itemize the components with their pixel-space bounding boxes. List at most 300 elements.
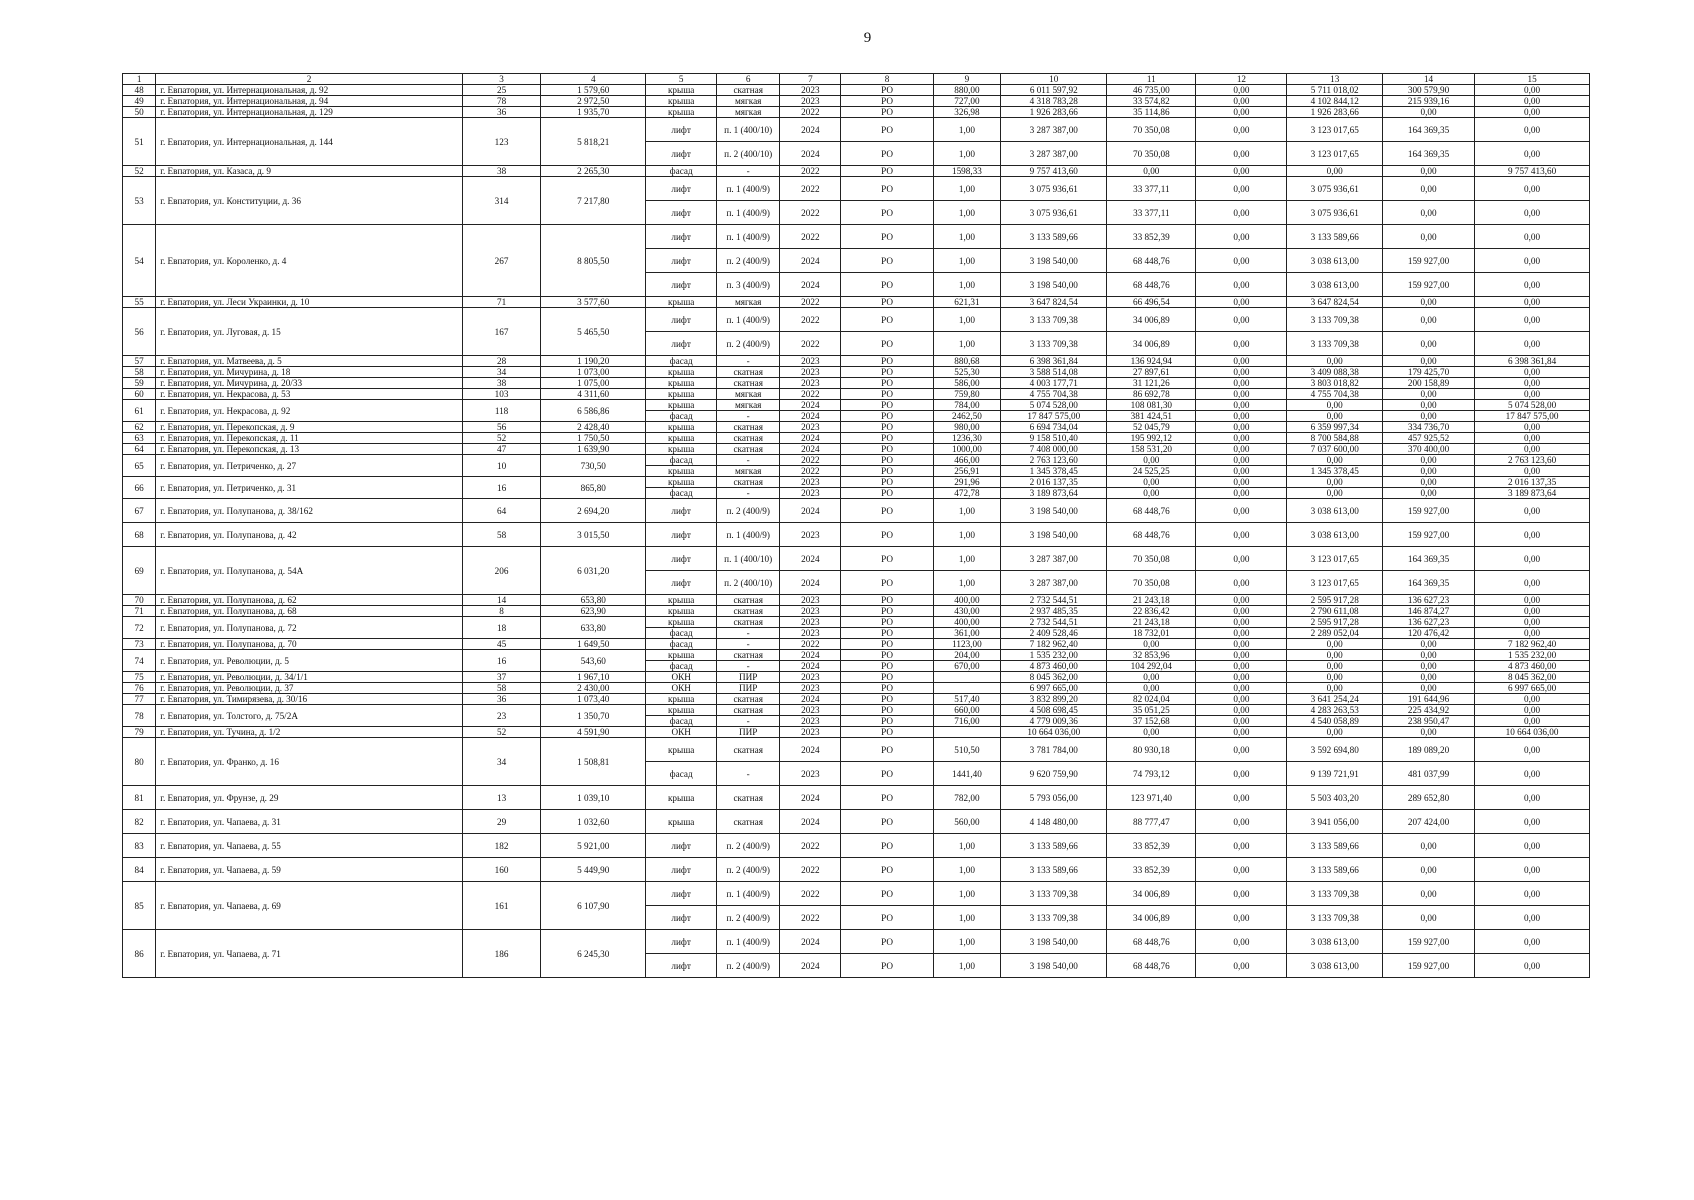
federal-funds-cell: 0,00 xyxy=(1196,595,1287,606)
table-row xyxy=(123,727,1590,738)
address-cell: г. Евпатория, ул. Полупанова, д. 68 xyxy=(156,606,463,617)
table-row xyxy=(123,930,1590,954)
type-cell: ПИР xyxy=(717,727,780,738)
year-cell: 2024 xyxy=(780,411,841,422)
fund-funds-cell: 3 133 709,38 xyxy=(1287,332,1382,356)
regional-funds-cell: 0,00 xyxy=(1382,672,1474,683)
element-cell: крыша xyxy=(646,694,717,705)
source-cell: РО xyxy=(841,954,933,978)
table-row xyxy=(123,499,1590,523)
address-cell: г. Евпатория, ул. Некрасова, д. 53 xyxy=(156,389,463,400)
apartments-cell: 36 xyxy=(462,694,540,705)
tech-supervision-cell: 35 051,25 xyxy=(1107,705,1196,716)
regional-funds-cell: 0,00 xyxy=(1382,858,1474,882)
column-header-2: 2 xyxy=(156,74,463,85)
source-cell: РО xyxy=(841,142,933,166)
table-row xyxy=(123,225,1590,249)
source-cell: РО xyxy=(841,273,933,297)
fund-funds-cell: 6 359 997,34 xyxy=(1287,422,1382,433)
element-cell: лифт xyxy=(646,273,717,297)
type-cell: - xyxy=(717,628,780,639)
volume-cell: 716,00 xyxy=(933,716,1001,727)
fund-funds-cell: 4 540 058,89 xyxy=(1287,716,1382,727)
row-number-cell: 58 xyxy=(123,367,156,378)
element-cell: крыша xyxy=(646,367,717,378)
regional-funds-cell: 159 927,00 xyxy=(1382,249,1474,273)
row-number-cell: 60 xyxy=(123,389,156,400)
total-cost-cell: 6 694 734,04 xyxy=(1001,422,1107,433)
type-cell: скатная xyxy=(717,422,780,433)
owner-funds-cell: 0,00 xyxy=(1475,606,1590,617)
regional-funds-cell: 289 652,80 xyxy=(1382,786,1474,810)
tech-supervision-cell: 0,00 xyxy=(1107,639,1196,650)
year-cell: 2022 xyxy=(780,466,841,477)
regional-funds-cell: 0,00 xyxy=(1382,177,1474,201)
area-cell: 3 015,50 xyxy=(541,523,646,547)
source-cell: РО xyxy=(841,177,933,201)
type-cell: скатная xyxy=(717,595,780,606)
total-cost-cell: 1 926 283,66 xyxy=(1001,107,1107,118)
column-header-11: 11 xyxy=(1107,74,1196,85)
row-number-cell: 68 xyxy=(123,523,156,547)
fund-funds-cell: 5 711 018,02 xyxy=(1287,85,1382,96)
year-cell: 2022 xyxy=(780,389,841,400)
regional-funds-cell: 334 736,70 xyxy=(1382,422,1474,433)
owner-funds-cell: 0,00 xyxy=(1475,118,1590,142)
type-cell: скатная xyxy=(717,378,780,389)
fund-funds-cell: 3 941 056,00 xyxy=(1287,810,1382,834)
element-cell: лифт xyxy=(646,332,717,356)
address-cell: г. Евпатория, ул. Чапаева, д. 59 xyxy=(156,858,463,882)
regional-funds-cell: 215 939,16 xyxy=(1382,96,1474,107)
total-cost-cell: 3 198 540,00 xyxy=(1001,954,1107,978)
address-cell: г. Евпатория, ул. Матвеева, д. 5 xyxy=(156,356,463,367)
fund-funds-cell: 3 647 824,54 xyxy=(1287,297,1382,308)
column-header-10: 10 xyxy=(1001,74,1107,85)
address-cell: г. Евпатория, ул. Конституции, д. 36 xyxy=(156,177,463,225)
fund-funds-cell: 3 133 709,38 xyxy=(1287,906,1382,930)
type-cell: ПИР xyxy=(717,683,780,694)
total-cost-cell: 6 997 665,00 xyxy=(1001,683,1107,694)
type-cell: - xyxy=(717,356,780,367)
source-cell: РО xyxy=(841,166,933,177)
table-row xyxy=(123,118,1590,142)
type-cell: п. 2 (400/9) xyxy=(717,332,780,356)
address-cell: г. Евпатория, ул. Толстого, д. 75/2А xyxy=(156,705,463,727)
regional-funds-cell: 146 874,27 xyxy=(1382,606,1474,617)
type-cell: п. 1 (400/9) xyxy=(717,882,780,906)
regional-funds-cell: 136 627,23 xyxy=(1382,617,1474,628)
element-cell: крыша xyxy=(646,738,717,762)
owner-funds-cell: 0,00 xyxy=(1475,177,1590,201)
apartments-cell: 23 xyxy=(462,705,540,727)
table-row xyxy=(123,810,1590,834)
year-cell: 2024 xyxy=(780,499,841,523)
owner-funds-cell: 0,00 xyxy=(1475,85,1590,96)
address-cell: г. Евпатория, ул. Революции, д. 37 xyxy=(156,683,463,694)
area-cell: 1 190,20 xyxy=(541,356,646,367)
owner-funds-cell: 8 045 362,00 xyxy=(1475,672,1590,683)
year-cell: 2022 xyxy=(780,858,841,882)
element-cell: крыша xyxy=(646,444,717,455)
fund-funds-cell: 3 409 088,38 xyxy=(1287,367,1382,378)
apartments-cell: 78 xyxy=(462,96,540,107)
tech-supervision-cell: 68 448,76 xyxy=(1107,954,1196,978)
federal-funds-cell: 0,00 xyxy=(1196,488,1287,499)
source-cell: РО xyxy=(841,389,933,400)
table-row xyxy=(123,672,1590,683)
year-cell: 2023 xyxy=(780,96,841,107)
apartments-cell: 314 xyxy=(462,177,540,225)
total-cost-cell: 3 781 784,00 xyxy=(1001,738,1107,762)
address-cell: г. Евпатория, ул. Перекопская, д. 11 xyxy=(156,433,463,444)
fund-funds-cell: 0,00 xyxy=(1287,400,1382,411)
federal-funds-cell: 0,00 xyxy=(1196,477,1287,488)
row-number-cell: 48 xyxy=(123,85,156,96)
table-body xyxy=(123,85,1590,978)
tech-supervision-cell: 21 243,18 xyxy=(1107,617,1196,628)
volume-cell: 510,50 xyxy=(933,738,1001,762)
total-cost-cell: 6 011 597,92 xyxy=(1001,85,1107,96)
source-cell: РО xyxy=(841,356,933,367)
element-cell: крыша xyxy=(646,650,717,661)
total-cost-cell: 3 133 709,38 xyxy=(1001,882,1107,906)
address-cell: г. Евпатория, ул. Франко, д. 16 xyxy=(156,738,463,786)
regional-funds-cell: 0,00 xyxy=(1382,308,1474,332)
volume-cell: 517,40 xyxy=(933,694,1001,705)
owner-funds-cell: 0,00 xyxy=(1475,617,1590,628)
source-cell: РО xyxy=(841,547,933,571)
volume-cell: 1,00 xyxy=(933,308,1001,332)
total-cost-cell: 3 647 824,54 xyxy=(1001,297,1107,308)
table-row xyxy=(123,595,1590,606)
page-number: 9 xyxy=(863,30,872,46)
regional-funds-cell: 481 037,99 xyxy=(1382,762,1474,786)
owner-funds-cell: 0,00 xyxy=(1475,595,1590,606)
type-cell: - xyxy=(717,411,780,422)
owner-funds-cell: 0,00 xyxy=(1475,297,1590,308)
element-cell: фасад xyxy=(646,661,717,672)
table-row xyxy=(123,177,1590,201)
tech-supervision-cell: 66 496,54 xyxy=(1107,297,1196,308)
fund-funds-cell: 7 037 600,00 xyxy=(1287,444,1382,455)
apartments-cell: 161 xyxy=(462,882,540,930)
owner-funds-cell: 0,00 xyxy=(1475,628,1590,639)
source-cell: РО xyxy=(841,762,933,786)
regional-funds-cell: 159 927,00 xyxy=(1382,930,1474,954)
regional-funds-cell: 159 927,00 xyxy=(1382,954,1474,978)
row-number-cell: 66 xyxy=(123,477,156,499)
apartments-cell: 16 xyxy=(462,650,540,672)
address-cell: г. Евпатория, ул. Революции, д. 34/1/1 xyxy=(156,672,463,683)
total-cost-cell: 3 133 709,38 xyxy=(1001,332,1107,356)
federal-funds-cell: 0,00 xyxy=(1196,661,1287,672)
owner-funds-cell: 0,00 xyxy=(1475,547,1590,571)
apartments-cell: 267 xyxy=(462,225,540,297)
volume-cell: 1,00 xyxy=(933,858,1001,882)
apartments-cell: 10 xyxy=(462,455,540,477)
area-cell: 1 750,50 xyxy=(541,433,646,444)
year-cell: 2024 xyxy=(780,142,841,166)
year-cell: 2023 xyxy=(780,727,841,738)
year-cell: 2023 xyxy=(780,716,841,727)
apartments-cell: 118 xyxy=(462,400,540,422)
table-row xyxy=(123,356,1590,367)
source-cell: РО xyxy=(841,96,933,107)
source-cell: РО xyxy=(841,85,933,96)
year-cell: 2022 xyxy=(780,308,841,332)
owner-funds-cell: 1 535 232,00 xyxy=(1475,650,1590,661)
owner-funds-cell: 0,00 xyxy=(1475,389,1590,400)
type-cell: п. 2 (400/9) xyxy=(717,954,780,978)
federal-funds-cell: 0,00 xyxy=(1196,727,1287,738)
table-row xyxy=(123,639,1590,650)
fund-funds-cell: 1 345 378,45 xyxy=(1287,466,1382,477)
total-cost-cell: 4 318 783,28 xyxy=(1001,96,1107,107)
source-cell: РО xyxy=(841,308,933,332)
source-cell: РО xyxy=(841,595,933,606)
year-cell: 2022 xyxy=(780,225,841,249)
federal-funds-cell: 0,00 xyxy=(1196,523,1287,547)
volume-cell: 1,00 xyxy=(933,882,1001,906)
address-cell: г. Евпатория, ул. Полупанова, д. 70 xyxy=(156,639,463,650)
area-cell: 2 694,20 xyxy=(541,499,646,523)
fund-funds-cell: 4 102 844,12 xyxy=(1287,96,1382,107)
area-cell: 2 265,30 xyxy=(541,166,646,177)
federal-funds-cell: 0,00 xyxy=(1196,400,1287,411)
address-cell: г. Евпатория, ул. Полупанова, д. 54А xyxy=(156,547,463,595)
regional-funds-cell: 120 476,42 xyxy=(1382,628,1474,639)
element-cell: фасад xyxy=(646,455,717,466)
apartments-cell: 167 xyxy=(462,308,540,356)
federal-funds-cell: 0,00 xyxy=(1196,738,1287,762)
federal-funds-cell: 0,00 xyxy=(1196,249,1287,273)
element-cell: крыша xyxy=(646,810,717,834)
regional-funds-cell: 0,00 xyxy=(1382,488,1474,499)
type-cell: скатная xyxy=(717,650,780,661)
volume-cell: 1123,00 xyxy=(933,639,1001,650)
volume-cell: 586,00 xyxy=(933,378,1001,389)
tech-supervision-cell: 68 448,76 xyxy=(1107,930,1196,954)
column-header-15: 15 xyxy=(1475,74,1590,85)
apartments-cell: 123 xyxy=(462,118,540,166)
federal-funds-cell: 0,00 xyxy=(1196,444,1287,455)
area-cell: 543,60 xyxy=(541,650,646,672)
source-cell: РО xyxy=(841,661,933,672)
volume-cell: 1,00 xyxy=(933,177,1001,201)
tech-supervision-cell: 68 448,76 xyxy=(1107,523,1196,547)
area-cell: 8 805,50 xyxy=(541,225,646,297)
row-number-cell: 77 xyxy=(123,694,156,705)
apartments-cell: 38 xyxy=(462,166,540,177)
type-cell: п. 1 (400/9) xyxy=(717,201,780,225)
source-cell: РО xyxy=(841,411,933,422)
tech-supervision-cell: 0,00 xyxy=(1107,477,1196,488)
owner-funds-cell: 2 016 137,35 xyxy=(1475,477,1590,488)
total-cost-cell: 8 045 362,00 xyxy=(1001,672,1107,683)
element-cell: крыша xyxy=(646,705,717,716)
type-cell: - xyxy=(717,455,780,466)
federal-funds-cell: 0,00 xyxy=(1196,672,1287,683)
address-cell: г. Евпатория, ул. Революции, д. 5 xyxy=(156,650,463,672)
type-cell: п. 1 (400/10) xyxy=(717,547,780,571)
volume-cell: 660,00 xyxy=(933,705,1001,716)
year-cell: 2023 xyxy=(780,422,841,433)
fund-funds-cell: 3 038 613,00 xyxy=(1287,523,1382,547)
source-cell: РО xyxy=(841,858,933,882)
volume-cell: 466,00 xyxy=(933,455,1001,466)
fund-funds-cell: 0,00 xyxy=(1287,683,1382,694)
tech-supervision-cell: 21 243,18 xyxy=(1107,595,1196,606)
fund-funds-cell: 3 123 017,65 xyxy=(1287,142,1382,166)
total-cost-cell: 3 133 589,66 xyxy=(1001,225,1107,249)
tech-supervision-cell: 22 836,42 xyxy=(1107,606,1196,617)
column-number-row xyxy=(123,74,1590,85)
owner-funds-cell: 0,00 xyxy=(1475,422,1590,433)
address-cell: г. Евпатория, ул. Петриченко, д. 31 xyxy=(156,477,463,499)
federal-funds-cell: 0,00 xyxy=(1196,617,1287,628)
owner-funds-cell: 0,00 xyxy=(1475,571,1590,595)
type-cell: мягкая xyxy=(717,389,780,400)
area-cell: 730,50 xyxy=(541,455,646,477)
regional-funds-cell: 207 424,00 xyxy=(1382,810,1474,834)
area-cell: 865,80 xyxy=(541,477,646,499)
year-cell: 2024 xyxy=(780,650,841,661)
fund-funds-cell: 3 803 018,82 xyxy=(1287,378,1382,389)
element-cell: крыша xyxy=(646,400,717,411)
area-cell: 2 428,40 xyxy=(541,422,646,433)
type-cell: п. 1 (400/9) xyxy=(717,308,780,332)
regional-funds-cell: 300 579,90 xyxy=(1382,85,1474,96)
type-cell: п. 1 (400/9) xyxy=(717,177,780,201)
type-cell: - xyxy=(717,661,780,672)
area-cell: 6 245,30 xyxy=(541,930,646,978)
source-cell: РО xyxy=(841,332,933,356)
apartments-cell: 25 xyxy=(462,85,540,96)
regional-funds-cell: 164 369,35 xyxy=(1382,118,1474,142)
year-cell: 2024 xyxy=(780,694,841,705)
volume-cell: 1,00 xyxy=(933,523,1001,547)
address-cell: г. Евпатория, ул. Мичурина, д. 20/33 xyxy=(156,378,463,389)
element-cell: лифт xyxy=(646,882,717,906)
year-cell: 2023 xyxy=(780,367,841,378)
tech-supervision-cell: 33 574,82 xyxy=(1107,96,1196,107)
row-number-cell: 79 xyxy=(123,727,156,738)
volume-cell: 1,00 xyxy=(933,118,1001,142)
row-number-cell: 56 xyxy=(123,308,156,356)
element-cell: крыша xyxy=(646,297,717,308)
tech-supervision-cell: 33 852,39 xyxy=(1107,858,1196,882)
tech-supervision-cell: 33 852,39 xyxy=(1107,225,1196,249)
table-row xyxy=(123,308,1590,332)
regional-funds-cell: 0,00 xyxy=(1382,389,1474,400)
total-cost-cell: 17 847 575,00 xyxy=(1001,411,1107,422)
volume-cell: 1,00 xyxy=(933,547,1001,571)
owner-funds-cell: 10 664 036,00 xyxy=(1475,727,1590,738)
type-cell: скатная xyxy=(717,694,780,705)
federal-funds-cell: 0,00 xyxy=(1196,389,1287,400)
total-cost-cell: 7 182 962,40 xyxy=(1001,639,1107,650)
federal-funds-cell: 0,00 xyxy=(1196,683,1287,694)
volume-cell: 1,00 xyxy=(933,201,1001,225)
address-cell: г. Евпатория, ул. Петриченко, д. 27 xyxy=(156,455,463,477)
table-row xyxy=(123,455,1590,466)
total-cost-cell: 5 074 528,00 xyxy=(1001,400,1107,411)
federal-funds-cell: 0,00 xyxy=(1196,930,1287,954)
year-cell: 2022 xyxy=(780,166,841,177)
volume-cell: 525,30 xyxy=(933,367,1001,378)
fund-funds-cell: 2 595 917,28 xyxy=(1287,595,1382,606)
source-cell: РО xyxy=(841,639,933,650)
total-cost-cell: 9 158 510,40 xyxy=(1001,433,1107,444)
federal-funds-cell: 0,00 xyxy=(1196,650,1287,661)
apartments-cell: 206 xyxy=(462,547,540,595)
source-cell: РО xyxy=(841,444,933,455)
federal-funds-cell: 0,00 xyxy=(1196,762,1287,786)
regional-funds-cell: 0,00 xyxy=(1382,400,1474,411)
fund-funds-cell: 0,00 xyxy=(1287,639,1382,650)
element-cell: лифт xyxy=(646,523,717,547)
area-cell: 5 449,90 xyxy=(541,858,646,882)
year-cell: 2024 xyxy=(780,571,841,595)
row-number-cell: 73 xyxy=(123,639,156,650)
fund-funds-cell: 2 790 611,08 xyxy=(1287,606,1382,617)
owner-funds-cell: 0,00 xyxy=(1475,433,1590,444)
type-cell: мягкая xyxy=(717,297,780,308)
tech-supervision-cell: 68 448,76 xyxy=(1107,499,1196,523)
total-cost-cell: 3 133 709,38 xyxy=(1001,308,1107,332)
fund-funds-cell: 3 641 254,24 xyxy=(1287,694,1382,705)
source-cell: РО xyxy=(841,727,933,738)
owner-funds-cell: 0,00 xyxy=(1475,142,1590,166)
source-cell: РО xyxy=(841,617,933,628)
federal-funds-cell: 0,00 xyxy=(1196,639,1287,650)
total-cost-cell: 1 535 232,00 xyxy=(1001,650,1107,661)
volume-cell: 204,00 xyxy=(933,650,1001,661)
fund-funds-cell: 0,00 xyxy=(1287,455,1382,466)
owner-funds-cell: 0,00 xyxy=(1475,858,1590,882)
area-cell: 5 465,50 xyxy=(541,308,646,356)
total-cost-cell: 7 408 000,00 xyxy=(1001,444,1107,455)
address-cell: г. Евпатория, ул. Чапаева, д. 71 xyxy=(156,930,463,978)
element-cell: крыша xyxy=(646,786,717,810)
owner-funds-cell: 0,00 xyxy=(1475,273,1590,297)
area-cell: 1 935,70 xyxy=(541,107,646,118)
source-cell: РО xyxy=(841,225,933,249)
federal-funds-cell: 0,00 xyxy=(1196,882,1287,906)
volume-cell: 1,00 xyxy=(933,930,1001,954)
regional-funds-cell: 0,00 xyxy=(1382,411,1474,422)
apartments-cell: 37 xyxy=(462,672,540,683)
year-cell: 2024 xyxy=(780,433,841,444)
fund-funds-cell: 3 038 613,00 xyxy=(1287,249,1382,273)
type-cell: п. 2 (400/10) xyxy=(717,571,780,595)
type-cell: п. 2 (400/10) xyxy=(717,142,780,166)
regional-funds-cell: 0,00 xyxy=(1382,906,1474,930)
regional-funds-cell: 179 425,70 xyxy=(1382,367,1474,378)
tech-supervision-cell: 108 081,30 xyxy=(1107,400,1196,411)
type-cell: - xyxy=(717,488,780,499)
table-row xyxy=(123,786,1590,810)
row-number-cell: 61 xyxy=(123,400,156,422)
owner-funds-cell: 0,00 xyxy=(1475,906,1590,930)
address-cell: г. Евпатория, ул. Чапаева, д. 31 xyxy=(156,810,463,834)
year-cell: 2024 xyxy=(780,547,841,571)
year-cell: 2024 xyxy=(780,930,841,954)
fund-funds-cell: 4 283 263,53 xyxy=(1287,705,1382,716)
fund-funds-cell: 3 038 613,00 xyxy=(1287,954,1382,978)
owner-funds-cell: 3 189 873,64 xyxy=(1475,488,1590,499)
